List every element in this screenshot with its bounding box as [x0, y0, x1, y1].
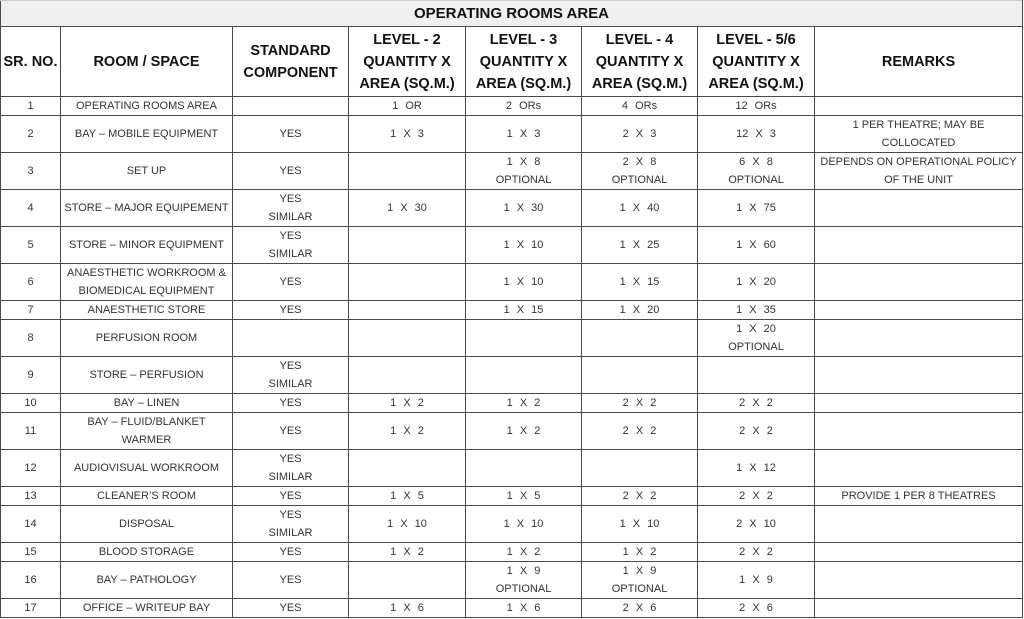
- cell-standard-component: YES: [233, 394, 349, 413]
- cell-standard-component: YES: [233, 562, 349, 599]
- cell-level-5-6: 1 X 9: [698, 562, 815, 599]
- cell-level-5-6: [698, 357, 815, 394]
- cell-level-4: 4 ORs: [582, 97, 698, 116]
- cell-remarks: [815, 97, 1023, 116]
- table-row: [1, 543, 1023, 562]
- cell-level-3: 2 ORs: [466, 97, 582, 116]
- cell-level-4: 2 X 3: [582, 116, 698, 153]
- cell-remarks: [815, 562, 1023, 599]
- cell-level-4: [582, 320, 698, 357]
- cell-level-3: 1 X 9 OPTIONAL: [466, 562, 582, 599]
- table-row: [1, 357, 1023, 394]
- cell-remarks: [815, 264, 1023, 301]
- cell-level-4: [582, 357, 698, 394]
- cell-level-3: 1 X 6: [466, 599, 582, 618]
- cell-level-4: 2 X 8 OPTIONAL: [582, 153, 698, 190]
- cell-standard-component: YES SIMILAR: [233, 506, 349, 543]
- cell-sr-no: 7: [1, 301, 61, 320]
- table-body: [1, 97, 1023, 618]
- cell-level-3: 1 X 15: [466, 301, 582, 320]
- cell-level-2: [349, 320, 466, 357]
- cell-standard-component: [233, 97, 349, 116]
- cell-level-5-6: 2 X 2: [698, 543, 815, 562]
- cell-room-space: STORE – MINOR EQUIPMENT: [61, 227, 233, 264]
- cell-level-4: [582, 450, 698, 487]
- cell-room-space: STORE – PERFUSION: [61, 357, 233, 394]
- cell-level-2: [349, 562, 466, 599]
- cell-level-2: 1 X 2: [349, 543, 466, 562]
- cell-level-5-6: 1 X 75: [698, 190, 815, 227]
- cell-level-4: 1 X 20: [582, 301, 698, 320]
- cell-room-space: PERFUSION ROOM: [61, 320, 233, 357]
- cell-room-space: BLOOD STORAGE: [61, 543, 233, 562]
- cell-level-5-6: 2 X 2: [698, 394, 815, 413]
- table-row: [1, 599, 1023, 618]
- cell-level-4: 2 X 2: [582, 413, 698, 450]
- cell-level-4: 1 X 10: [582, 506, 698, 543]
- cell-room-space: OPERATING ROOMS AREA: [61, 97, 233, 116]
- cell-remarks: [815, 301, 1023, 320]
- header-level-5-6: LEVEL - 5/6 QUANTITY X AREA (SQ.M.): [698, 27, 815, 97]
- cell-level-4: 1 X 15: [582, 264, 698, 301]
- cell-level-2: 1 X 10: [349, 506, 466, 543]
- cell-remarks: [815, 413, 1023, 450]
- table-row: [1, 487, 1023, 506]
- cell-remarks: [815, 506, 1023, 543]
- cell-room-space: BAY – MOBILE EQUIPMENT: [61, 116, 233, 153]
- cell-level-2: [349, 301, 466, 320]
- cell-sr-no: 5: [1, 227, 61, 264]
- cell-standard-component: YES: [233, 116, 349, 153]
- cell-remarks: [815, 227, 1023, 264]
- cell-level-5-6: 1 X 60: [698, 227, 815, 264]
- cell-level-4: 1 X 9 OPTIONAL: [582, 562, 698, 599]
- cell-standard-component: YES: [233, 153, 349, 190]
- cell-level-3: 1 X 10: [466, 506, 582, 543]
- cell-sr-no: 17: [1, 599, 61, 618]
- cell-remarks: DEPENDS ON OPERATIONAL POLICY OF THE UNIT: [815, 153, 1023, 190]
- cell-level-5-6: 2 X 6: [698, 599, 815, 618]
- cell-level-3: 1 X 2: [466, 413, 582, 450]
- cell-room-space: BAY – PATHOLOGY: [61, 562, 233, 599]
- cell-standard-component: YES SIMILAR: [233, 450, 349, 487]
- cell-sr-no: 13: [1, 487, 61, 506]
- cell-room-space: STORE – MAJOR EQUIPEMENT: [61, 190, 233, 227]
- header-room-space: ROOM / SPACE: [61, 27, 233, 97]
- cell-level-5-6: 12 X 3: [698, 116, 815, 153]
- cell-remarks: [815, 190, 1023, 227]
- header-remarks: REMARKS: [815, 27, 1023, 97]
- header-sr-no: SR. NO.: [1, 27, 61, 97]
- cell-sr-no: 6: [1, 264, 61, 301]
- cell-level-4: 1 X 25: [582, 227, 698, 264]
- cell-room-space: BAY – FLUID/BLANKET WARMER: [61, 413, 233, 450]
- cell-level-5-6: 1 X 20: [698, 264, 815, 301]
- cell-level-3: 1 X 10: [466, 227, 582, 264]
- cell-remarks: [815, 394, 1023, 413]
- cell-level-3: 1 X 30: [466, 190, 582, 227]
- cell-standard-component: YES: [233, 264, 349, 301]
- cell-level-2: 1 X 2: [349, 394, 466, 413]
- cell-room-space: OFFICE – WRITEUP BAY: [61, 599, 233, 618]
- cell-remarks: [815, 450, 1023, 487]
- table-row: [1, 562, 1023, 599]
- cell-standard-component: YES SIMILAR: [233, 357, 349, 394]
- cell-level-4: 2 X 6: [582, 599, 698, 618]
- cell-standard-component: YES: [233, 599, 349, 618]
- cell-level-2: [349, 264, 466, 301]
- header-level-4: LEVEL - 4 QUANTITY X AREA (SQ.M.): [582, 27, 698, 97]
- header-level-3: LEVEL - 3 QUANTITY X AREA (SQ.M.): [466, 27, 582, 97]
- cell-level-3: 1 X 2: [466, 394, 582, 413]
- cell-level-5-6: 1 X 20 OPTIONAL: [698, 320, 815, 357]
- cell-level-3: [466, 320, 582, 357]
- cell-level-2: [349, 450, 466, 487]
- cell-level-5-6: 1 X 12: [698, 450, 815, 487]
- cell-level-5-6: 2 X 10: [698, 506, 815, 543]
- cell-standard-component: YES: [233, 487, 349, 506]
- cell-level-2: [349, 153, 466, 190]
- cell-level-3: 1 X 10: [466, 264, 582, 301]
- table-row: [1, 116, 1023, 153]
- cell-room-space: AUDIOVISUAL WORKROOM: [61, 450, 233, 487]
- table-row: [1, 413, 1023, 450]
- title-row: [1, 1, 1023, 27]
- cell-level-4: 2 X 2: [582, 394, 698, 413]
- cell-remarks: [815, 543, 1023, 562]
- cell-room-space: BAY – LINEN: [61, 394, 233, 413]
- cell-level-2: [349, 357, 466, 394]
- cell-sr-no: 4: [1, 190, 61, 227]
- header-standard-component: STANDARD COMPONENT: [233, 27, 349, 97]
- table-row: [1, 394, 1023, 413]
- cell-room-space: ANAESTHETIC STORE: [61, 301, 233, 320]
- cell-sr-no: 12: [1, 450, 61, 487]
- table-row: [1, 506, 1023, 543]
- cell-standard-component: [233, 320, 349, 357]
- cell-level-5-6: 2 X 2: [698, 413, 815, 450]
- table-row: [1, 301, 1023, 320]
- header-level-2: LEVEL - 2 QUANTITY X AREA (SQ.M.): [349, 27, 466, 97]
- cell-level-2: 1 X 2: [349, 413, 466, 450]
- cell-level-2: 1 X 30: [349, 190, 466, 227]
- cell-remarks: [815, 357, 1023, 394]
- cell-level-3: 1 X 2: [466, 543, 582, 562]
- cell-level-3: 1 X 3: [466, 116, 582, 153]
- cell-sr-no: 8: [1, 320, 61, 357]
- cell-sr-no: 15: [1, 543, 61, 562]
- cell-remarks: [815, 599, 1023, 618]
- table-title: OPERATING ROOMS AREA: [1, 1, 1023, 27]
- cell-sr-no: 11: [1, 413, 61, 450]
- table-row: [1, 264, 1023, 301]
- cell-sr-no: 1: [1, 97, 61, 116]
- cell-remarks: PROVIDE 1 PER 8 THEATRES: [815, 487, 1023, 506]
- cell-remarks: 1 PER THEATRE; MAY BE COLLOCATED: [815, 116, 1023, 153]
- cell-level-2: 1 X 5: [349, 487, 466, 506]
- cell-level-4: 2 X 2: [582, 487, 698, 506]
- cell-standard-component: YES: [233, 543, 349, 562]
- cell-level-3: 1 X 8 OPTIONAL: [466, 153, 582, 190]
- table-row: [1, 227, 1023, 264]
- cell-room-space: CLEANER’S ROOM: [61, 487, 233, 506]
- table-row: [1, 153, 1023, 190]
- cell-room-space: ANAESTHETIC WORKROOM & BIOMEDICAL EQUIPMENT: [61, 264, 233, 301]
- table-row: [1, 190, 1023, 227]
- cell-standard-component: YES SIMILAR: [233, 227, 349, 264]
- cell-level-5-6: 1 X 35: [698, 301, 815, 320]
- cell-sr-no: 10: [1, 394, 61, 413]
- cell-standard-component: YES: [233, 301, 349, 320]
- cell-sr-no: 16: [1, 562, 61, 599]
- cell-sr-no: 14: [1, 506, 61, 543]
- cell-level-3: [466, 450, 582, 487]
- cell-standard-component: YES: [233, 413, 349, 450]
- cell-level-2: 1 X 3: [349, 116, 466, 153]
- cell-level-3: 1 X 5: [466, 487, 582, 506]
- cell-level-3: [466, 357, 582, 394]
- cell-level-4: 1 X 2: [582, 543, 698, 562]
- cell-remarks: [815, 320, 1023, 357]
- cell-level-5-6: 2 X 2: [698, 487, 815, 506]
- table-row: [1, 97, 1023, 116]
- header-row: [1, 27, 1023, 97]
- cell-level-2: 1 OR: [349, 97, 466, 116]
- cell-level-2: [349, 227, 466, 264]
- cell-sr-no: 2: [1, 116, 61, 153]
- cell-standard-component: YES SIMILAR: [233, 190, 349, 227]
- cell-level-5-6: 6 X 8 OPTIONAL: [698, 153, 815, 190]
- cell-sr-no: 9: [1, 357, 61, 394]
- cell-level-4: 1 X 40: [582, 190, 698, 227]
- table-row: [1, 320, 1023, 357]
- cell-room-space: DISPOSAL: [61, 506, 233, 543]
- table-row: [1, 450, 1023, 487]
- cell-level-5-6: 12 ORs: [698, 97, 815, 116]
- cell-room-space: SET UP: [61, 153, 233, 190]
- cell-level-2: 1 X 6: [349, 599, 466, 618]
- cell-sr-no: 3: [1, 153, 61, 190]
